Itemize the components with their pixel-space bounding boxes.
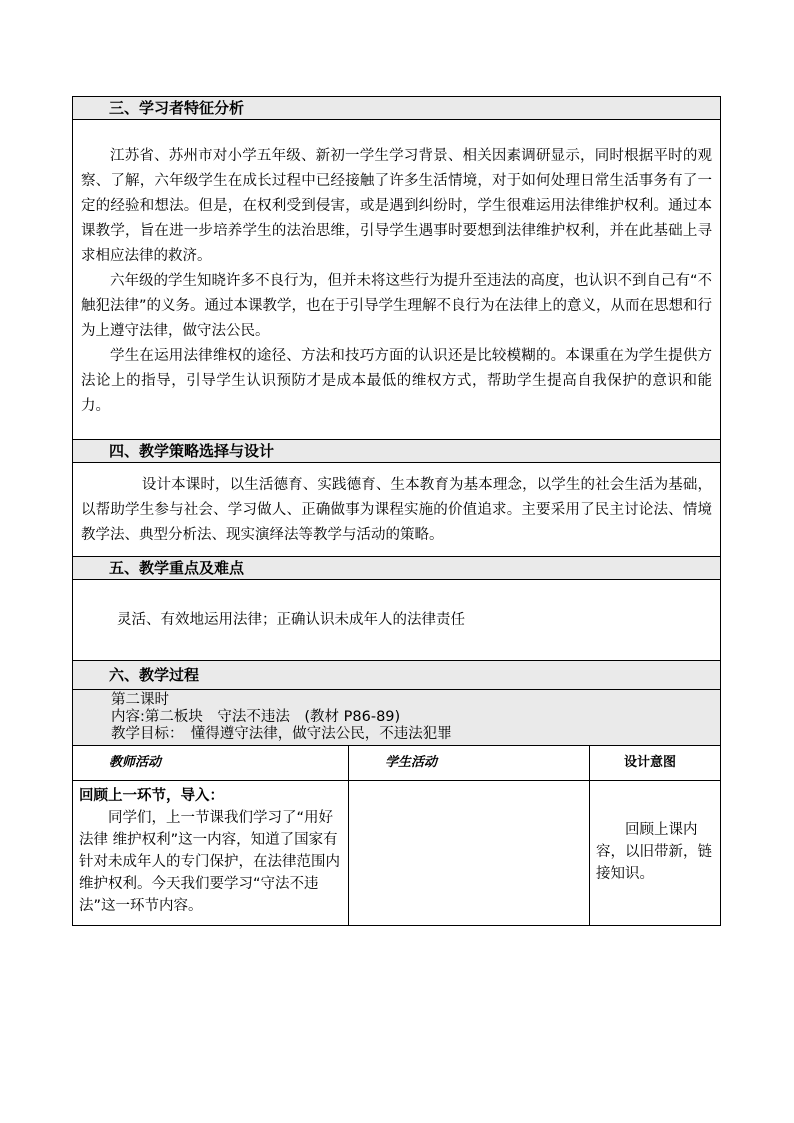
column-header-teacher: 教师活动 (73, 746, 349, 781)
section4-body (73, 463, 720, 556)
column-header-row (73, 746, 721, 781)
goal-line: 教学目标： 懂得遵守法律，做守法公民，不违法犯罪 (111, 726, 452, 742)
teacher-activity-text: 同学们，上一节课我们学习了“用好法律 维护权利”这一内容，知道了国家有针对未成年人的专门保护，在法律范围内维护权利。今天我们要学习“守法不违法”这一环节内容。 (79, 810, 340, 914)
section4-paragraph: 设计本课时，以生活德育、实践德育、生本教育为基本理念，以学生的社会生活为基础，以帮助学生参与社会、学习做人、正确做事为课程实施的价值追求。主要采用了民主讨论法、情境教学法、典型分析法、现实演绎法等教学与活动的策略。 (81, 477, 713, 543)
section5-content: 灵活、有效地运用法律；正确认识未成年人的法律责任 (117, 612, 465, 628)
teacher-activity-cell (73, 781, 349, 926)
section3-paragraph: 六年级的学生知晓许多不良行为，但并未将这些行为提升至违法的高度，也认识不到自己有“不触犯法律”的义务。通过本课教学，也在于引导学生理解不良行为在法律上的意义，从而在思想和行为上遵守法律，做守法公民。 (81, 273, 713, 339)
lesson-plan-table (72, 96, 721, 926)
section6-heading: 六、教学过程 (73, 661, 721, 690)
section5-header-row (73, 557, 721, 580)
table-row (73, 781, 721, 926)
section4-heading: 四、教学策略选择与设计 (73, 440, 721, 463)
design-intent-text: 回顾上课内容，以旧带新，链接知识。 (596, 822, 712, 882)
student-activity-cell (349, 781, 590, 926)
section6-info-row (73, 690, 721, 746)
section6-header-row (73, 661, 721, 690)
section5-heading: 五、教学重点及难点 (73, 557, 721, 580)
lesson-label: 第二课时 (111, 692, 169, 708)
section3-paragraph: 学生在运用法律维权的途径、方法和技巧方面的认识还是比较模糊的。本课重在为学生提供方法论上的指导，引导学生认识预防才是成本最低的维权方式，帮助学生提高自我保护的意识和能力。 (81, 348, 713, 414)
section3-header-row (73, 97, 721, 120)
content-line: 内容:第二板块 守法不违法 (教材 P86-89) (111, 709, 401, 725)
section5-body-row (73, 580, 721, 661)
section4-header-row (73, 440, 721, 463)
section4-body-row (73, 463, 721, 557)
section3-paragraph: 江苏省、苏州市对小学五年级、新初一学生学习背景、相关因素调研显示，同时根据平时的观察、了解，六年级学生在成长过程中已经接触了许多生活情境，对于如何处理日常生活事务有了一定的经验和想法。但是，在权利受到侵害，或是遇到纠纷时，学生很难运用法律维护权利。通过本课教学，旨在进一步培养学生的法治思维，引导学生遇事时要想到法律维护权利，并在此基础上寻求相应法律的救济。 (81, 148, 713, 264)
column-header-design: 设计意图 (590, 746, 721, 781)
section3-body (73, 120, 720, 439)
teacher-activity-title: 回顾上一环节，导入： (79, 788, 224, 804)
design-intent-cell (590, 781, 721, 926)
column-header-student: 学生活动 (349, 746, 590, 781)
lesson-plan-document (72, 96, 720, 926)
section3-body-row (73, 120, 721, 440)
section3-heading: 三、学习者特征分析 (73, 97, 721, 120)
